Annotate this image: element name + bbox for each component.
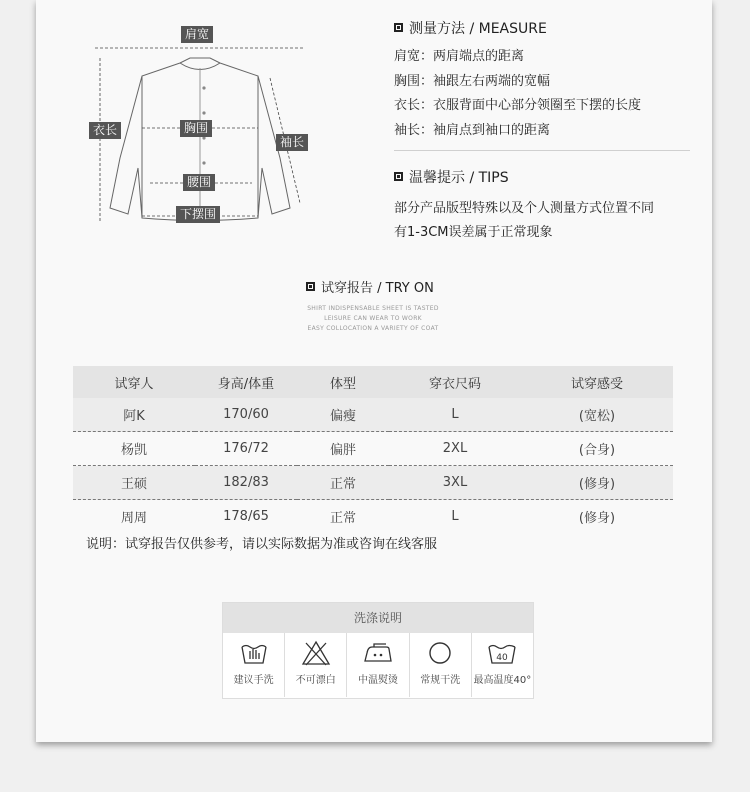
table-cell: 王硕: [73, 466, 195, 500]
table-cell: L: [451, 509, 459, 524]
table-row: [73, 398, 673, 432]
tryon-subline: SHIRT INDISPENSABLE SHEET IS TASTED: [307, 305, 439, 312]
wash-heading: 洗涤说明: [223, 603, 533, 633]
no-bleach-icon: [300, 639, 332, 667]
column-header: 体型: [297, 366, 389, 398]
table-cell: (宽松): [521, 398, 673, 432]
square-bullet-icon: [394, 23, 403, 32]
table-header-row: [73, 366, 673, 398]
table-row: [73, 432, 673, 466]
wash-item-no-bleach: 不可漂白: [285, 633, 347, 697]
tryon-heading: 试穿报告 / TRY ON: [306, 277, 434, 296]
column-header: 试穿人: [73, 366, 195, 398]
label-shoulder: 肩宽: [181, 26, 213, 43]
section-divider: [394, 150, 690, 151]
table-cell: 偏瘦: [297, 398, 389, 432]
iron-medium-icon: [362, 639, 394, 667]
tryon-note: 说明：试穿报告仅供参考，请以实际数据为准或咨询在线客服: [86, 537, 438, 552]
dry-clean-icon: [424, 639, 456, 667]
column-header: 穿衣尺码: [389, 366, 521, 398]
column-header: 身高/体重: [195, 366, 297, 398]
square-bullet-icon: [394, 172, 403, 181]
table-cell: (修身): [578, 511, 616, 526]
square-bullet-icon: [306, 282, 315, 291]
measure-line: 袖长：袖肩点到袖口的距离: [394, 123, 551, 138]
table-cell: 正常: [329, 511, 356, 526]
table-row: [73, 500, 673, 534]
table-row: [73, 466, 673, 500]
tryon-subline: LEISURE CAN WEAR TO WORK: [324, 315, 422, 322]
table-cell: 偏胖: [297, 432, 389, 466]
table-cell: (合身): [521, 432, 673, 466]
wash-item-hand-wash: 建议手洗: [223, 633, 285, 697]
label-chest: 胸围: [180, 120, 212, 137]
wash-item-iron: 中温熨烫: [347, 633, 409, 697]
measure-line: 肩宽：两肩端点的距离: [394, 49, 525, 64]
table-cell: 阿K: [73, 398, 195, 432]
wash-40-icon: [486, 639, 518, 667]
measure-line: 衣长：衣服背面中心部分领圈至下摆的长度: [394, 98, 642, 113]
table-cell: (修身): [521, 466, 673, 500]
tips-line: 有1-3CM误差属于正常现象: [394, 225, 553, 240]
label-sleeve: 袖长: [276, 134, 308, 151]
label-hem: 下摆围: [176, 206, 220, 223]
hand-wash-icon: [238, 639, 270, 667]
table-cell: 杨凯: [73, 432, 195, 466]
measure-line: 胸围：袖跟左右两端的宽幅: [394, 74, 551, 89]
label-length: 衣长: [89, 122, 121, 139]
table-cell: 周周: [120, 511, 147, 526]
table-cell: 3XL: [389, 466, 521, 500]
svg-text:40: 40: [496, 653, 509, 663]
wash-item-dry-clean: 常规干洗: [410, 633, 472, 697]
wash-panel: [222, 602, 534, 699]
label-waist: 腰围: [183, 174, 215, 191]
table-cell: 170/60: [195, 398, 297, 432]
measure-heading: 测量方法 / MEASURE: [394, 18, 547, 38]
table-cell: L: [389, 398, 521, 432]
table-cell: 正常: [297, 466, 389, 500]
tryon-subline: EASY COLLOCATION A VARIETY OF COAT: [307, 325, 439, 332]
wash-item-40: 40 最高温度40°: [472, 633, 533, 697]
table-cell: 176/72: [195, 432, 297, 466]
table-cell: 2XL: [389, 432, 521, 466]
tryon-table: [73, 366, 673, 533]
table-cell: 178/65: [223, 509, 269, 524]
tips-heading: 温馨提示 / TIPS: [394, 167, 509, 187]
tips-line: 部分产品版型特殊以及个人测量方式位置不同: [394, 201, 655, 216]
table-cell: 182/83: [195, 466, 297, 500]
column-header: 试穿感受: [521, 366, 673, 398]
